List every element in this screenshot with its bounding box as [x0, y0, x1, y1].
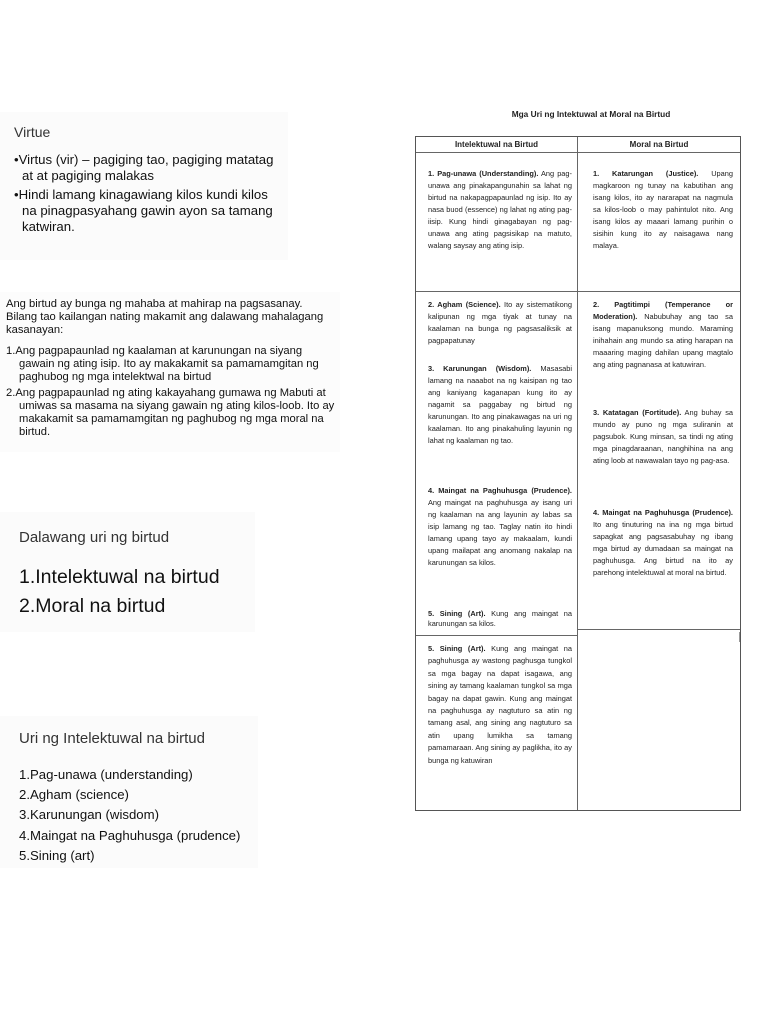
cell-text: Ang buhay sa mundo ay puno ng mga suliranin at pagsubok. Kung minsan, sa tindi ng ating mga pinagdaraanan, nanghihina na ang ating loob at nawawalan tayo ng pag-asa. [593, 408, 733, 465]
virtue-bullet: •Virtus (vir) – pagiging tao, pagiging matatag at at pagiging malakas [14, 152, 274, 183]
uri-title: Uri ng Intelektuwal na birtud [19, 730, 205, 747]
cell-text: Ito ay sistematikong kalipunan ng mga tiyak at tunay na kaalaman na bunga ng pagsasaliksik at pagpapatunay [428, 300, 572, 345]
uri-list [19, 765, 240, 866]
dalawang-uri-slide [0, 512, 255, 632]
uri-item: 2.Agham (science) [19, 787, 129, 803]
uri-item: 4.Maingat na Paghuhusga (prudence) [19, 827, 241, 843]
cell-heading: 3. Katatagan (Fortitude). [593, 408, 682, 417]
cell-heading: 1. Pag-unawa (Understanding). [428, 169, 539, 178]
dalawang-item: 1.Intelektuwal na birtud [19, 566, 220, 588]
cell-katarungan [593, 168, 733, 252]
cell-agham [428, 299, 572, 347]
cell-sining [428, 643, 572, 767]
document-title: Mga Uri ng Intektuwal at Moral na Birtud [511, 109, 671, 119]
row-divider [416, 291, 740, 292]
birtud-intro: Ang birtud ay bunga ng mahaba at mahirap na pagsasanay. Bilang tao kailangan nating makamit ang dalawang mahalagang kasanayan: [6, 298, 324, 336]
cell-heading: 2. Agham (Science). [428, 300, 501, 309]
scan-mark [739, 632, 740, 642]
column-divider [577, 137, 578, 810]
cell-heading: 5. Sining (Art). [428, 609, 486, 618]
uri-item: 5.Sining (art) [19, 847, 95, 863]
virtue-bullets [14, 152, 284, 238]
cell-text: Ito ang tinuturing na ina ng mga birtud sapagkat ang pagsasabuhay ng ibang mga birtud ay dumadaan sa maingat na paghuhusga. Ang birtud na ito ay parehong intelektuwal at moral na birtud. [593, 520, 733, 577]
uri-item: 3.Karunungan (wisdom) [19, 807, 160, 823]
cell-text: Nabubuhay ang tao sa isang mapanuksong mundo. Maraming inihahain ang mundo sa ating harapan na maaaring maging dahilan upang magtalo ang ating pagnanasa at katuwiran. [593, 312, 733, 369]
cell-text: Upang magkaroon ng tunay na kabutihan ang isang kilos, ito ay nararapat na nagmula sa kilos-loob o may pahintulot nito. Ang isang kilos ay maaari lamang purihin o sisihin kung ito ay naisagawa nang malaya. [593, 169, 733, 250]
uri-intelektuwal-slide [0, 716, 258, 868]
cell-sining-fragment [428, 609, 572, 629]
cell-text: Masasabi lamang na naaabot na ng kaisipan ng tao ang kaniyang kaganapan kung ito ay nagamit sa paggabay ng birtud ng karunungan. Ito ang pinakawagas na uri ng kaalaman. Ito ang pinakahuling layunin ng lahat ng kaalaman ng tao. [428, 364, 572, 445]
cell-maingat-na-paghuhusga [428, 485, 572, 569]
row-divider [416, 635, 577, 636]
dalawang-item: 2.Moral na birtud [19, 595, 166, 617]
cell-heading: 1. Katarungan (Justice). [593, 169, 699, 178]
column-header-moral: Moral na Birtud [629, 140, 689, 149]
cell-text: Ang pag-unawa ang pinakapangunahin sa lahat ng birtud na nakapagpapaunlad ng isip. Ito ay nasa buod (essence) ng lahat ng ating pag-iisip. Kung hindi ginagabayan ng pag-unawa ang ating pagsisikap na matuto, walang saysay ang ating isip. [428, 169, 572, 250]
row-divider [578, 629, 740, 630]
virtues-table [415, 136, 741, 811]
cell-heading: 4. Maingat na Paghuhusga (Prudence). [428, 486, 572, 495]
dalawang-title: Dalawang uri ng birtud [19, 529, 170, 546]
header-divider [416, 152, 740, 153]
virtue-bullet: •Hindi lamang kinagawiang kilos kundi kilos na pinagpasyahang gawin ayon sa tamang katwiran. [14, 187, 273, 234]
uri-item: 1.Pag-unawa (understanding) [19, 767, 193, 782]
cell-heading: 5. Sining (Art). [428, 644, 486, 653]
virtue-title: Virtue [14, 124, 51, 140]
cell-maingat-prudence [593, 507, 733, 579]
cell-pag-unawa [428, 168, 572, 252]
birtud-item: 1.Ang pagpapaunlad ng kaalaman at karunungan na siyang gawain ng ating isip. Ito ay makakamit sa pamamamgitan ng paghubog ng mga intelektwal na birtud [6, 345, 319, 383]
virtue-slide [0, 112, 288, 260]
birtud-slide [0, 292, 340, 452]
cell-karunungan [428, 363, 572, 447]
cell-pagtitimpi [593, 299, 733, 371]
cell-text: Ang maingat na paghuhusga ay isang uri ng kaalaman na ang layunin ay labas sa isip lamang ng tao. Taglay natin ito hindi lamang upang tayo ay makaalam, kundi upang mailapat ang anomang nakalap na karunungan sa kilos. [428, 498, 572, 567]
birtud-list [6, 345, 338, 442]
cell-text: Kung ang maingat na paghuhusga ay wastong paghusga tungkol sa mga bagay na dapat isagawa, ang sining ay tamang kaalaman tungkol sa mga bagay na dapat gawin. Kung ang maingat na paghuhusga ay nagtuturo sa atin ng tamang asal, ang sining ang nagtuturo sa atin upang lumikha sa tamang pamamaraan. Ang sining ay paglikha, ito ay bunga ng katuwiran [428, 644, 572, 765]
cell-heading: 2. Pagtitimpi (Temperance or Moderation). [593, 300, 733, 321]
cell-katatagan [593, 407, 733, 467]
cell-heading: 4. Maingat na Paghuhusga (Prudence). [593, 508, 733, 517]
cell-text: Kung ang maingat na karunungan sa kilos. [428, 609, 572, 628]
column-header-intelektuwal: Intelektuwal na Birtud [454, 140, 539, 149]
cell-heading: 3. Karunungan (Wisdom). [428, 364, 532, 373]
birtud-item: 2.Ang pagpapaunlad ng ating kakayahang gumawa ng Mabuti at umiwas sa masama na siyang gawain ng ating kilos-loob. Ito ay makakamit sa pamamamgitan ng paghubog ng mga moral na birtud. [6, 387, 335, 438]
